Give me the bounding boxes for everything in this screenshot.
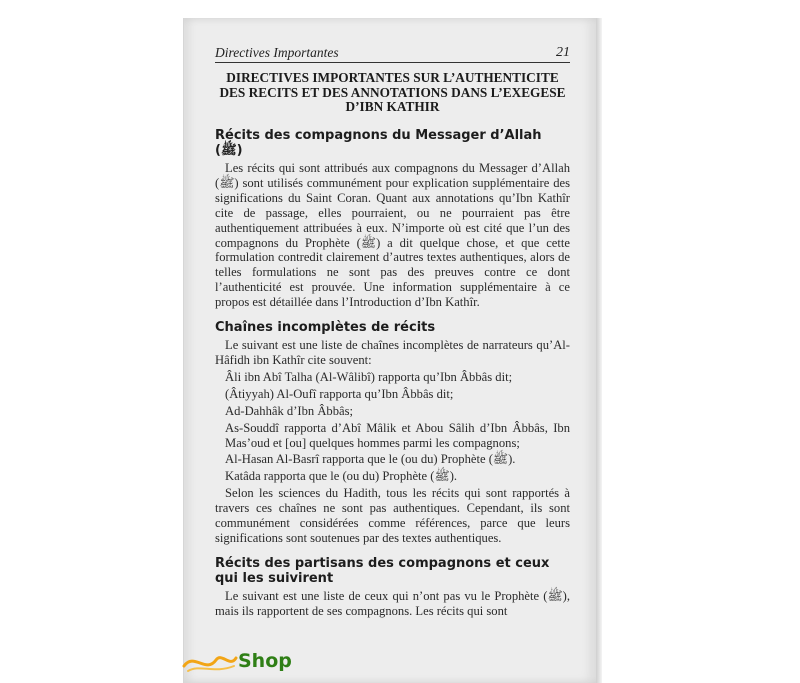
page-body <box>215 128 570 619</box>
paragraph: Selon les sciences du Hadith, tous les récits qui sont rapportés à travers ces chaînes ne sont pas authentiques. Cependant, ils sont communément considérées comme références, parce que leurs significations sont soutenues par des textes authentiques. <box>215 486 570 545</box>
header-title: Directives Importantes <box>215 45 339 60</box>
header-rule <box>215 62 570 63</box>
chapter-title <box>215 71 570 115</box>
list-item: Ad-Dahhâk d’Ibn Âbbâs; <box>225 403 354 418</box>
section-heading: Récits des compagnons du Messager d’Allah (ﷺ) <box>215 128 542 158</box>
section-heading: Récits des partisans des compagnons et ceux qui les suivirent <box>215 555 550 586</box>
paragraph: Le suivant est une liste de chaînes incomplètes de narrateurs qu’Al-Hâfidh ibn Kathîr cite souvent: <box>215 338 570 367</box>
list-item: Katâda rapporta que le (ou du) Prophète (ﷺ). <box>225 469 458 484</box>
section-followers <box>215 556 570 619</box>
book-spine <box>596 18 602 683</box>
section-heading: Chaînes incomplètes de récits <box>215 320 436 336</box>
list-item: Âli ibn Abî Talha (Al-Wâlibî) rapporta qu’Ibn Âbbâs dit; <box>225 369 513 384</box>
chapter-title-line: D’IBN KATHIR <box>345 99 440 114</box>
page-number: 21 <box>556 45 570 60</box>
shop-logo-text: Shop <box>238 650 292 672</box>
list-item: Al-Hasan Al-Basrî rapporta que le (ou du) Prophète (ﷺ). <box>225 452 516 467</box>
paragraph: Les récits qui sont attribués aux compagnons du Messager d’Allah (ﷺ) sont utilisés communément pour explication supplémentaire des significations du Saint Coran. Quant aux annotations qu’Ibn Kathîr cite de passage, elles pourraient, ou ne pourraient pas être authentiquement attribuées à eux. N’importe où est cité que l’un des compagnons du Prophète (ﷺ) a dit quelque chose, et que cette formulation contredit clairement d’autres textes authentiques, alors de telles formulations ne sont pas des preuves contre ce dont l’authenticité est prouvée. Une information supplémentaire à ce propos est détaillée dans l’Introduction d’Ibn Kathîr. <box>215 161 570 310</box>
section-companions <box>215 128 570 310</box>
paragraph: Le suivant est une liste de ceux qui n’ont pas vu le Prophète (ﷺ), mais ils rapportent de ses compagnons. Les récits qui sont <box>215 588 570 618</box>
list-item: As-Souddî rapporta d’Abî Mâlik et Abou Sâlih d’Ibn Âbbâs, Ibn Mas’oud et [ou] quelques hommes parmi les compagnons; <box>225 420 570 450</box>
list-item: (Âtiyyah) Al-Oufî rapporta qu’Ibn Âbbâs dit; <box>225 386 454 401</box>
chapter-title-line: DES RECITS ET DES ANNOTATIONS DANS L’EXEGESE <box>219 84 566 100</box>
running-header <box>215 45 570 63</box>
section-incomplete-chains <box>215 320 570 546</box>
chapter-title-line: DIRECTIVES IMPORTANTES SUR L’AUTHENTICITE <box>226 70 559 85</box>
